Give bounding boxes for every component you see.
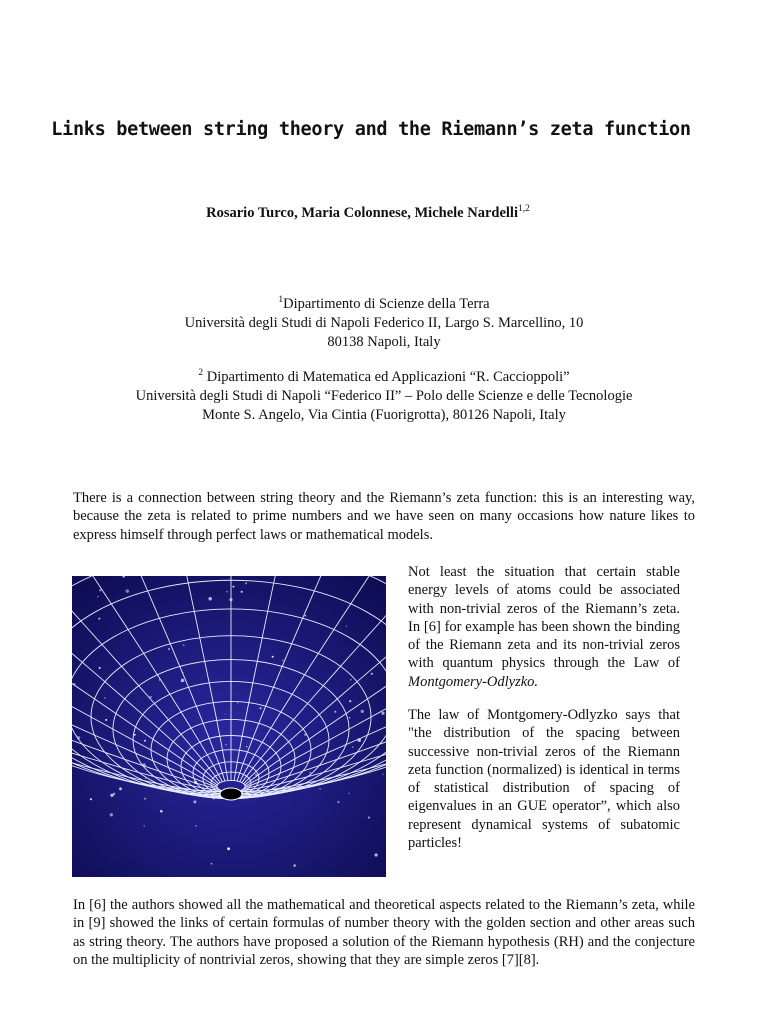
star <box>337 801 339 803</box>
affiliation-1-city: 80138 Napoli, Italy <box>327 333 441 350</box>
star <box>134 734 136 736</box>
author-affiliation-marks: 1,2 <box>517 204 530 214</box>
star <box>97 596 98 597</box>
star <box>245 582 247 584</box>
star <box>227 847 230 850</box>
star <box>195 825 196 826</box>
affiliation-2-university: Università degli Studi di Napoli “Federico II” – Polo delle Scienze e delle Tecnologie <box>135 387 633 404</box>
star <box>225 714 226 715</box>
warp-grid-image <box>72 576 386 877</box>
star <box>119 787 122 790</box>
star <box>160 810 163 813</box>
star <box>293 864 296 867</box>
star <box>349 793 350 794</box>
star <box>99 667 101 669</box>
star <box>260 707 262 709</box>
star <box>113 793 116 796</box>
star <box>319 788 321 790</box>
side-paragraph-1-text: Not least the situation that certain stable energy levels of atoms could be associated with non-trivial zeros of the Riemann’s zeta. In [6] for example has been shown the binding of the Riemann zeta and its non-trivial zeros with quantum physics through the Law of <box>408 564 680 672</box>
star <box>241 591 243 593</box>
affiliation-2-mark: 2 <box>198 368 204 378</box>
closing-paragraph: In [6] the authors showed all the mathematical and theoretical aspects related to the Riemann’s zeta, while in [9] showed the links of certain formulas of number theory with the golden section and other areas such as string theory. The authors have proposed a solution of the Riemann hypothesis (RH) and the conjecture on the multiplicity of nontrivial zeros, showing that they are simple zeros [7][8]. <box>73 897 695 968</box>
affiliation-1-mark: 1 <box>278 295 284 305</box>
author-list <box>0 204 736 222</box>
star <box>232 586 234 588</box>
star <box>143 825 144 826</box>
star <box>368 817 370 819</box>
star <box>352 746 353 747</box>
author-names: Rosario Turco, Maria Colonnese, Michele Nardelli <box>206 204 518 221</box>
star <box>144 798 146 800</box>
star <box>168 648 170 650</box>
star <box>350 679 352 681</box>
intro-paragraph: There is a connection between string theory and the Riemann’s zeta function: this is an interesting way, because the zeta is related to prime numbers and we have seen on many occasions how nature likes to express himself through perfect laws or mathematical models. <box>73 490 695 543</box>
star <box>144 740 146 742</box>
star <box>226 591 228 593</box>
star <box>382 774 383 775</box>
star <box>282 660 283 661</box>
star <box>193 800 196 803</box>
star <box>181 679 185 683</box>
star <box>349 700 351 702</box>
star <box>310 772 311 773</box>
star <box>272 656 274 658</box>
star <box>361 710 364 713</box>
star <box>346 626 347 627</box>
affiliation-1-university: Università degli Studi di Napoli Federico II, Largo S. Marcellino, 10 <box>184 314 584 331</box>
star <box>304 615 306 617</box>
montgomery-odlyzko-italic: Montgomery-Odlyzko. <box>408 673 539 690</box>
star <box>381 712 384 715</box>
star <box>246 746 247 747</box>
star <box>349 717 351 719</box>
affiliation-2 <box>0 364 768 425</box>
star <box>98 618 100 620</box>
paper-title: Links between string theory and the Riemann’s zeta function <box>51 119 691 140</box>
affiliation-1-department: Dipartimento di Scienze della Terra <box>283 295 490 312</box>
star <box>99 589 101 591</box>
star <box>104 697 106 699</box>
black-hole <box>220 788 242 800</box>
affiliation-2-address: Monte S. Angelo, Via Cintia (Fuorigrotta), 80126 Napoli, Italy <box>202 406 566 423</box>
affiliation-2-department: Dipartimento di Matematica ed Applicazioni “R. Caccioppoli” <box>206 368 570 385</box>
star <box>237 702 238 703</box>
star <box>90 798 92 800</box>
star <box>105 719 107 721</box>
spacetime-warp-figure <box>72 576 386 877</box>
side-paragraph-2: The law of Montgomery-Odlyzko says that "the distribution of the spacing between successive non-trivial zeros of the Riemann zeta function (normalized) is identical in terms of statistical distribution of spacing of eigenvalues in an GUE operator”, which also represent dynamical systems of subatomic particles! <box>408 707 680 852</box>
star <box>126 589 129 592</box>
affiliation-1 <box>0 291 768 352</box>
star <box>208 597 212 601</box>
star <box>374 853 377 856</box>
side-paragraph-1 <box>408 563 680 691</box>
star <box>371 673 373 675</box>
star <box>211 863 213 865</box>
star <box>183 644 185 646</box>
star <box>110 813 113 816</box>
star <box>225 744 226 745</box>
star <box>334 711 336 713</box>
star <box>169 761 170 762</box>
